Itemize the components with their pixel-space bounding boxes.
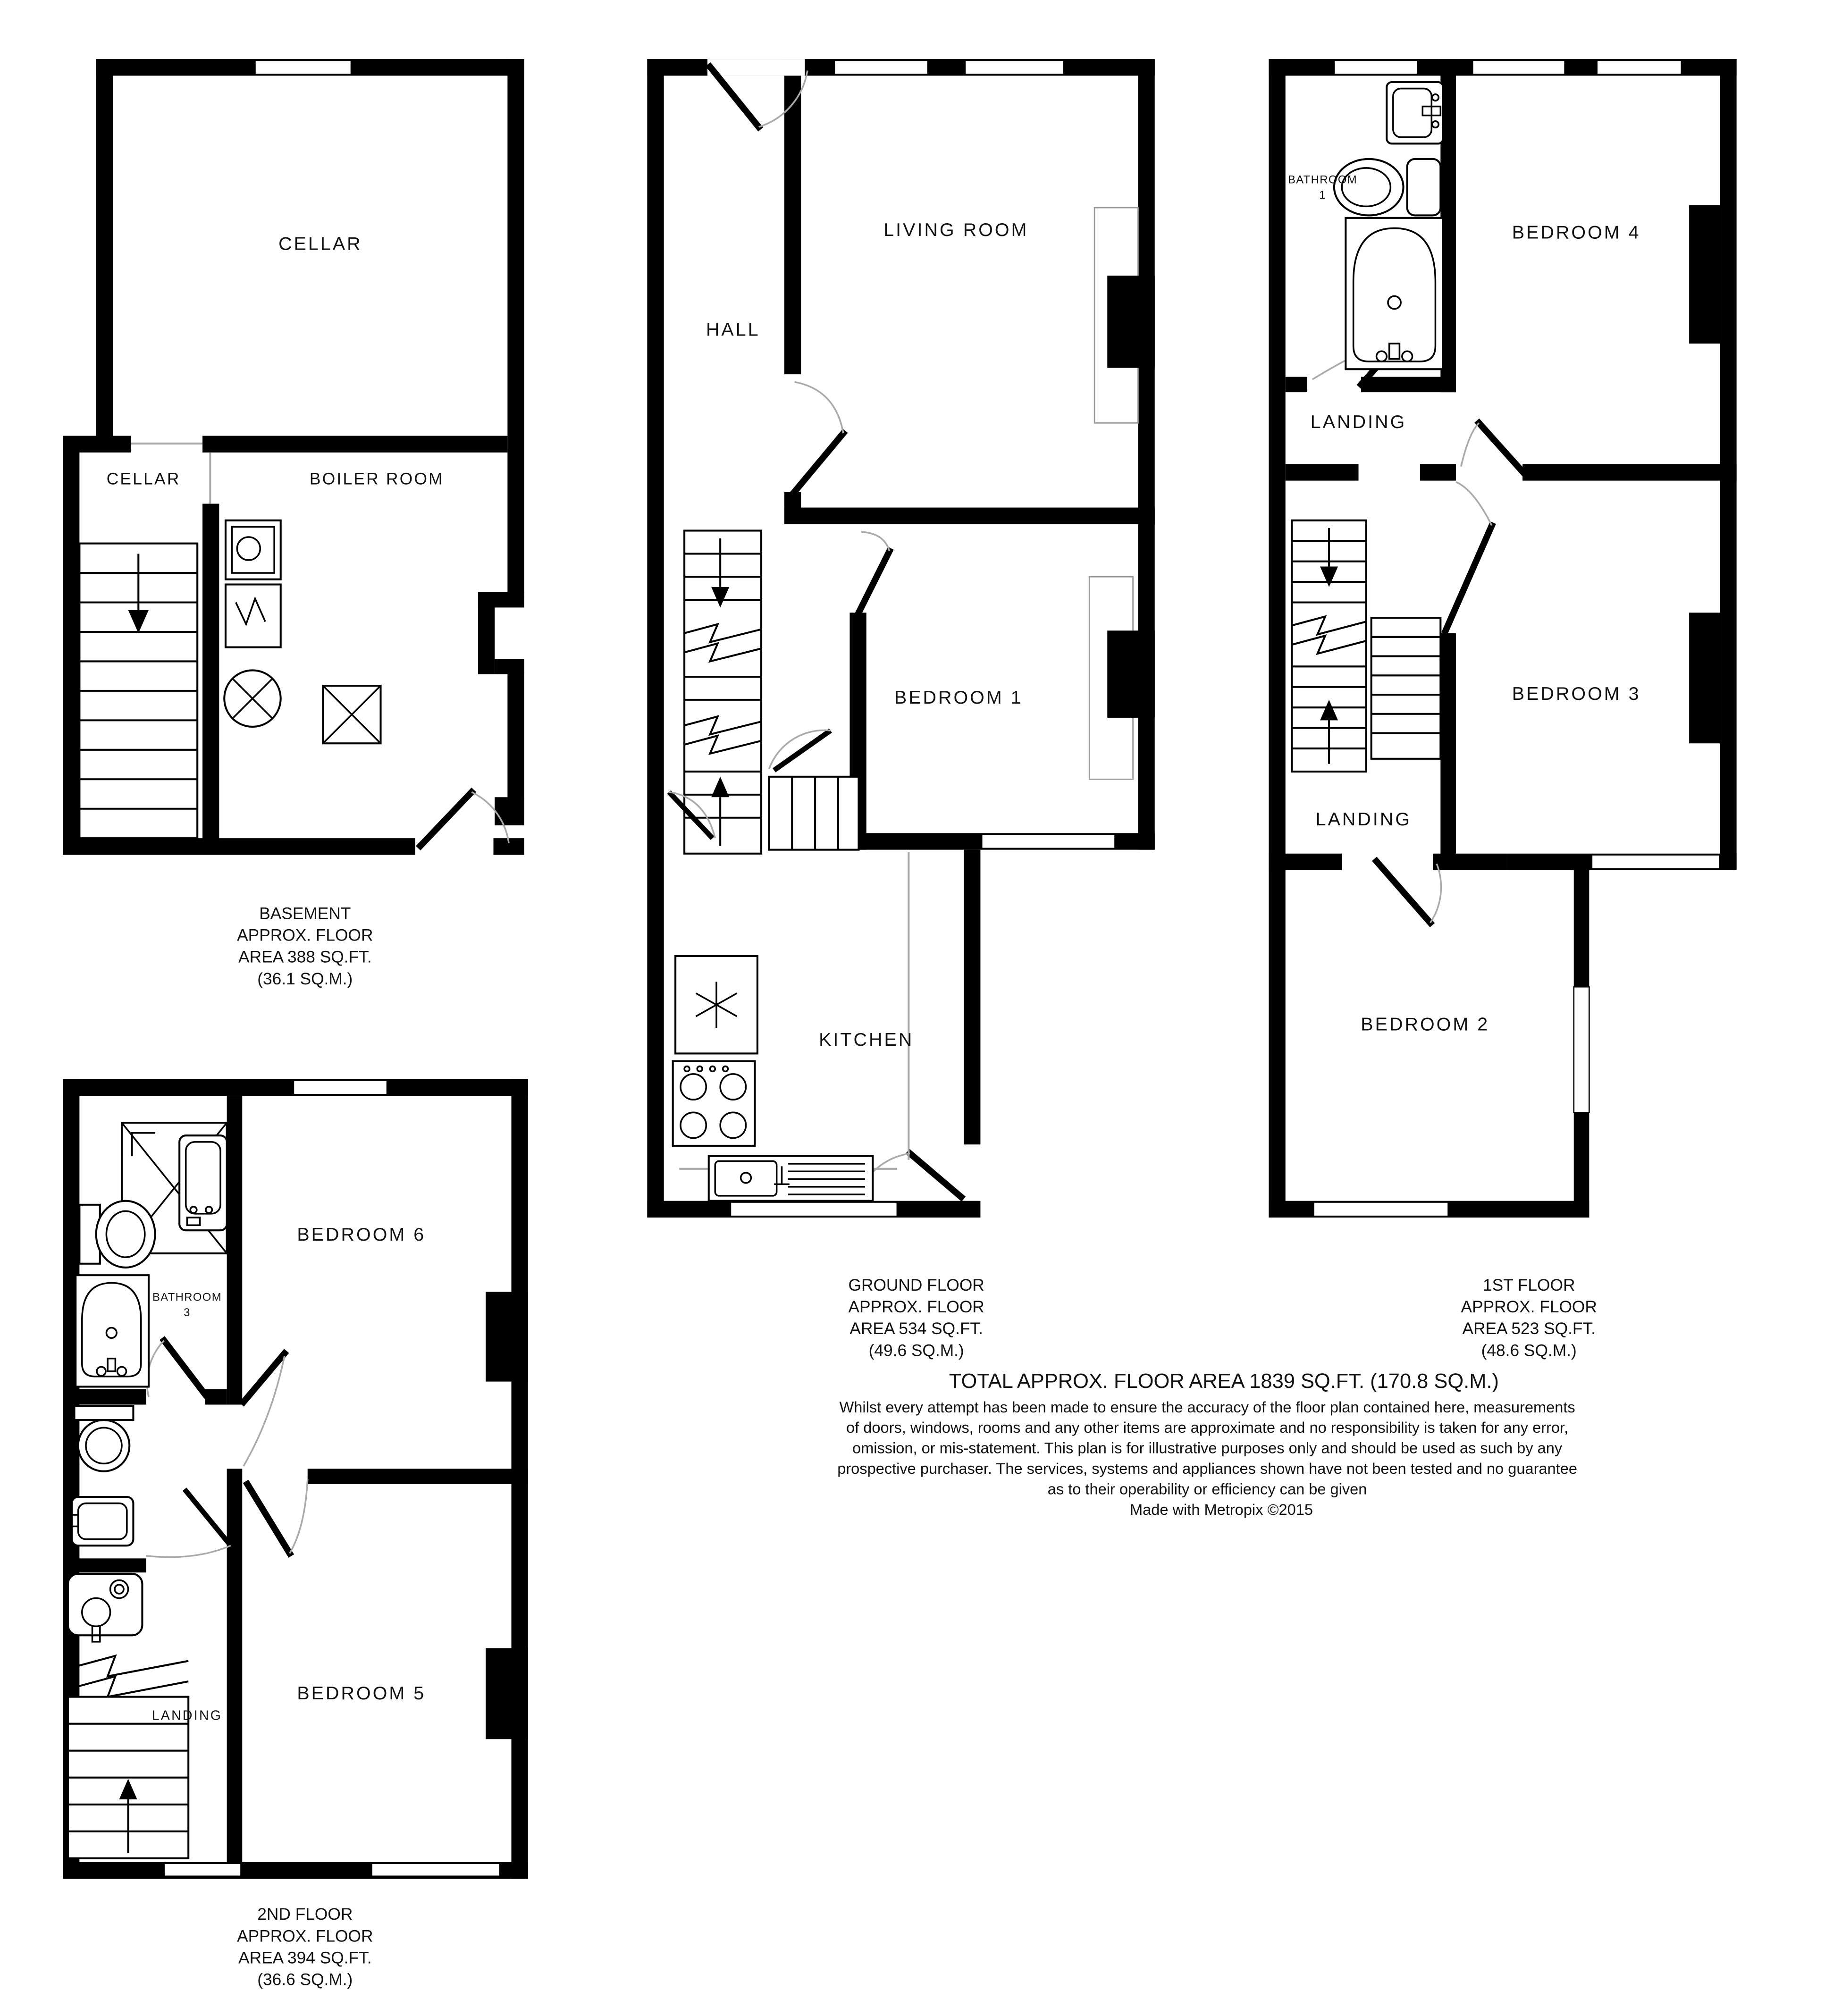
- window: [1592, 855, 1720, 869]
- window: [965, 60, 1064, 75]
- boiler-room-label: BOILER ROOM: [309, 470, 444, 488]
- window: [372, 1864, 500, 1876]
- heater-icon: [323, 686, 380, 743]
- caption-line: AREA 534 SQ.FT.: [849, 1319, 983, 1338]
- caption-line: AREA 388 SQ.FT.: [238, 948, 372, 966]
- disclaimer-line: prospective purchaser. The services, systems and appliances shown have not been tested and no guarantee: [837, 1460, 1577, 1478]
- caption-line: APPROX. FLOOR: [848, 1297, 984, 1316]
- window: [731, 1202, 897, 1216]
- window: [1313, 1202, 1448, 1216]
- caption-line: GROUND FLOOR: [848, 1276, 984, 1294]
- caption-line: (48.6 SQ.M.): [1481, 1341, 1577, 1360]
- window: [1574, 987, 1590, 1112]
- caption-line: (36.1 SQ.M.): [257, 969, 353, 988]
- caption-line: 1ST FLOOR: [1482, 1276, 1575, 1294]
- kitchen-label: KITCHEN: [819, 1029, 914, 1050]
- disclaimer-line: omission, or mis-statement. This plan is for illustrative purposes only and should be used as such by any: [852, 1439, 1563, 1457]
- caption-line: (36.6 SQ.M.): [257, 1970, 353, 1989]
- hall-label: HALL: [706, 319, 760, 340]
- bedroom3-label: BEDROOM 3: [1512, 683, 1641, 704]
- caption-line: APPROX. FLOOR: [237, 926, 373, 945]
- fridge-icon: [675, 956, 757, 1053]
- sink-icon: [179, 1135, 227, 1230]
- bedroom5-label: BEDROOM 5: [297, 1683, 426, 1704]
- toilet-icon: [79, 1201, 155, 1268]
- bathtub-icon: [1346, 218, 1443, 369]
- caption-line: 2ND FLOOR: [257, 1905, 353, 1924]
- credit-text: Made with Metropix ©2015: [1129, 1501, 1313, 1519]
- sink-unit-icon: [709, 1156, 873, 1201]
- basement-stairs: [79, 544, 197, 839]
- window: [834, 60, 928, 75]
- toilet-icon: [1334, 159, 1440, 215]
- landing-label: LANDING: [151, 1708, 223, 1723]
- bathtub-icon: [76, 1275, 149, 1386]
- disclaimer-line: as to their operability or efficiency can be given: [1047, 1480, 1367, 1498]
- caption-line: AREA 394 SQ.FT.: [238, 1949, 372, 1967]
- disclaimer-line: Whilst every attempt has been made to ensure the accuracy of the floor plan contained here, measurements: [839, 1398, 1575, 1416]
- living-room-label: LIVING ROOM: [883, 219, 1029, 240]
- caption-line: APPROX. FLOOR: [1461, 1297, 1597, 1316]
- window: [164, 1864, 241, 1876]
- caption-line: AREA 523 SQ.FT.: [1462, 1319, 1596, 1338]
- bathroom1-label: BATHROOM: [1287, 173, 1358, 186]
- window: [1472, 60, 1565, 75]
- toilet-icon: [75, 1406, 134, 1471]
- landing-upper-label: LANDING: [1310, 412, 1407, 433]
- window: [294, 1080, 387, 1094]
- bedroom2-label: BEDROOM 2: [1361, 1014, 1490, 1035]
- window: [1597, 60, 1682, 75]
- cellar-main-label: CELLAR: [278, 233, 362, 254]
- bedroom1-label: BEDROOM 1: [894, 687, 1023, 708]
- bedroom6-label: BEDROOM 6: [297, 1224, 426, 1245]
- disclaimer-line: of doors, windows, rooms and any other items are approximate and no responsibility is taken for any error,: [846, 1419, 1569, 1436]
- sink-icon: [67, 1497, 133, 1546]
- window: [982, 834, 1115, 848]
- washing-machine-icon: [226, 521, 281, 580]
- caption-line: (49.6 SQ.M.): [868, 1341, 964, 1360]
- sink-icon: [1387, 82, 1443, 143]
- bathroom3-number-label: 3: [184, 1306, 191, 1319]
- landing-lower-label: LANDING: [1315, 809, 1412, 830]
- cooker-icon: [673, 1061, 755, 1146]
- window: [1334, 60, 1418, 75]
- boiler-icon: [226, 584, 281, 647]
- bathroom3-label: BATHROOM: [152, 1291, 222, 1304]
- bathroom1-number-label: 1: [1319, 189, 1326, 202]
- total-area-text: TOTAL APPROX. FLOOR AREA 1839 SQ.FT. (170.8 SQ.M.): [949, 1370, 1499, 1393]
- bedroom4-label: BEDROOM 4: [1512, 222, 1641, 243]
- water-tank-icon: [224, 670, 280, 726]
- basin-icon: [68, 1574, 143, 1642]
- caption-line: APPROX. FLOOR: [237, 1927, 373, 1946]
- caption-line: BASEMENT: [259, 904, 351, 923]
- cellar-small-label: CELLAR: [106, 470, 181, 488]
- window: [255, 60, 351, 75]
